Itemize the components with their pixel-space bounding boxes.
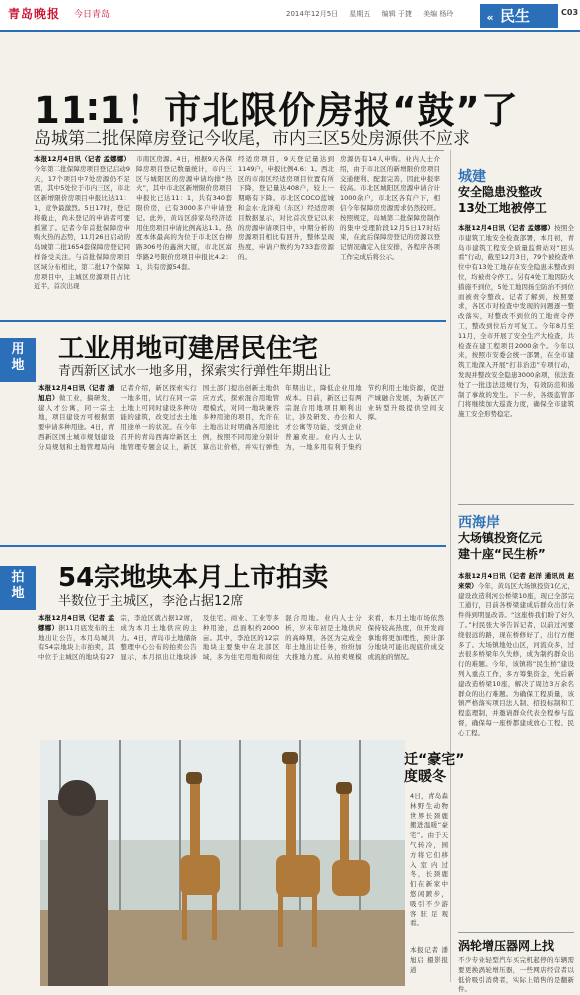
sidebar-rule-1	[458, 504, 574, 505]
sidebar-divider	[450, 150, 451, 982]
designer-credit: 美编 杨玲	[423, 10, 454, 18]
lead-body-1: 今年第二批保障房项目登记启动9天，17个项目中7处房源仍不足需，其中5处位于市内三区，市北区新增限价房项目申报比达11：1，竞争最激烈。5日17时，登记将截止，尚未登记的申请者可要抓紧了。记者今年首批保障房申购火热的态势，11月26日启动的岛城第二批1654套保障房登记同样备受关注。与首批保障房项目区域分布相比，第二批17个保障房项目中，主城区房源项目占比近半，首次出现	[34, 164, 130, 291]
story2-section-tab	[0, 338, 36, 382]
double-chevron-icon: «	[486, 11, 494, 24]
sidebar-headline-safety: 安全隐患没整改 13处工地被停工	[458, 185, 547, 215]
sidebar-text-bridges: 今年，黄岛区大场镇投资1亿元，建设改造利河公桥梁10座，现已全部完工通行，目前各桥梁建成后群众出行条件得到明显改善。“这座桥我们盼了好久了。”村民张大爷告诉记者，以前过河要绕很远的路，现在桥修好了，出行方便多了。大场镇地处山区，河流众多，过去很多桥梁年久失修，成为制约群众出行的难题。今年，该镇将“民生桥”建设列入重点工作，多方筹集资金，先后新建改造桥梁10座，解决了周边3万余名群众的出行难题。为确保工程质量，该镇严格落实项目法人制、招投标制和工程监理制，并邀请群众代表全程参与监督，确保每一座桥都建成放心工程、民心工程。	[458, 581, 575, 737]
sidebar-dateline-safety: 本报12月4日讯（记者 孟娜娜）	[458, 224, 555, 232]
story3-top-rule	[0, 545, 446, 547]
issue-date: 2014年12月5日	[286, 10, 339, 18]
story3-body	[38, 614, 444, 734]
sidebar-body-safety	[458, 224, 574, 498]
sidebar-headline-bridges: 大场镇投资亿元 建十座“民生桥”	[458, 531, 546, 561]
story3-text: 据11月底发布的土地出让公告，本月岛城共有54宗地块上市拍卖，其中位于主城区的地块有27宗，李沧区就占据12席，成为本月土地供应的主力。4日，青岛市土地储备整理中心公布的拍卖公告显示，本月拟出让地块涉及住宅、商业、工业等多种用途，总面积约2000亩。其中，李沧区的12宗地块主要集中在北部区域，多为住宅用地和商住混合用地。业内人士分析，岁末年初是土地供应的高峰期，各区为完成全年土地出让任务，纷纷加大推地力度。从拍卖规模来看，本月土地市场依然保持较高热度，但开发商拿地将更加理性，预计部分地块可能出现底价成交或流拍的情况。	[38, 614, 444, 662]
lead-dateline: 本报12月4日讯（记者 孟娜娜）	[34, 155, 130, 163]
page-number: C03	[561, 8, 579, 17]
sidebar-body-turbo: 不少专业轻型汽车买完机起停的车辆需要更换涡轮增压器，一些网店经营者以低价吸引消费者，实际上销售的是翻新件。	[458, 956, 574, 994]
editor-credit: 编辑 于捷	[381, 10, 412, 18]
edition-label: 今日青岛	[74, 10, 111, 20]
lead-column-1	[34, 155, 130, 325]
section-name: 民生	[500, 7, 531, 25]
giraffe-photo	[40, 740, 405, 986]
sidebar-text-safety: 按照全市建筑工地安全检查部署，本月初，青岛市建筑工程安全质量监督站对“回头看”行动，截至12月3日，79个被检查单位中有13处工地存在安全隐患未整改到位，均被责令停工。另有4处工地因防火措施不到位，5处工地因扬尘防治不到位而被责令整改。记者了解到，按照要求，各区市对检查中发现的问题逐一整改落实，对整改不到位的工地责令停工，整改到位后方可复工。今年8月至11月，全市开展了安全生产大检查，共检查在建工程项目2000余个。今年以来，按照市安委会统一部署，在全市建筑工地深入开展“打非治违”专项行动，发现并整改安全隐患3000余项，依法查处了一批违法违规行为，有效防范和遏制了事故的发生。下一步，各级监管部门将继续加大巡查力度，确保全市建筑施工安全形势稳定。	[458, 224, 574, 419]
photo-credit: 本报记者 潘旭启 摄影报道	[410, 946, 448, 974]
lead-column-4: 房源仍有14人申购。业内人士介绍，由于市北区的新增限价房项目交通便利、配套完善，因此申报率较高。市北区城阳区房源申请合计1000余户，市北区各有户下，相信今年保障房房源需求仍然较旺。按照规定，岛城第二批保障房制作的集中受理阶段12月5日17时结束，在此后保障房登记的房源以登记情况确定入住安排，各程序各项工作完成后将公示。	[340, 155, 440, 261]
lead-headline: 11∶1！市北限价房报“鼓”了	[34, 89, 519, 132]
story3-dateline: 本报12月4日讯（记者 孟娜娜）	[38, 614, 115, 632]
story3-section-tab	[0, 566, 36, 610]
header-meta	[286, 9, 462, 19]
sidebar-dateline-bridges: 本报12月4日讯（记者 赵洋 通讯员 赵来荣）	[458, 572, 574, 590]
lead-column-3: 经适房项目，9天登记量达到1149户，申报比例4.6：1。西北区的市南区经适房项目位置有所下降，登记量达408户，较上一期略有下降。市北区COCO蓝城和金水·龙泽苑（东区）经适房项目数据显示，对比首次登记以来的房源申请项目中，中期分析的房源项目相比有回升，整体呈现热度，申请户数约为733套房源的。	[238, 155, 335, 261]
story2-subhead: 青西新区试水一地多用，探索实行弹性年期出让	[58, 364, 332, 379]
giraffe-illustration	[40, 740, 405, 986]
lead-column-2: 市南区房源。4日，根据9天各保障房项目登记数量统计，市内三区与城阳区的房源申请均排“热火”，其中市北区新增限价房项目申报比已达11：1，共有340套限价房，已有3000多户申请登记。此外，黄岛区薛家岛经济适用住房项目申请比例高达1.1。热度本体最高的为位于市北区台柳路306号的鑫洲大厦，市北区富华路2号限价房项目申报比4.2：1，共有房源54套。	[136, 155, 232, 271]
sidebar-rule-2	[458, 932, 574, 933]
story3-tab-label: 拍地	[11, 570, 25, 601]
story2-top-rule	[0, 320, 446, 322]
story2-text: 做工业，搞研发，建人才公寓，同一宗土地，项目建设方可根据需要申请多种用途。4日，青西新区国土城市规划建设分局规划和土地管理局向记者介绍，新区探索实行一地多用，试行在同一宗土地上可同时建设多种功能的建筑，改变过去土地用途单一的状况。在今年召开的青岛西海岸新区土地管理专题会议上，新区国土部门提出创新土地供应方式，探索混合用地管理模式，对同一地块兼容多种用途的项目，允许在土地出让时明确各用途比例，按照不同用途分别计算出让价格，并实行弹性年期出让，降低企业用地成本。目前，新区已有两宗混合用地项目顺利出让，涉及研发、办公和人才公寓等功能，受到企业普遍欢迎。业内人士认为，一地多用有利于集约节约利用土地资源，促进产城融合发展，为新区产业转型升级提供空间支撑。	[38, 384, 444, 451]
story2-dateline: 本报12月4日讯（记者 潘旭启）	[38, 384, 115, 402]
sidebar-body-bridges	[458, 572, 574, 942]
lead-divider	[34, 150, 444, 151]
sidebar-kicker-westcoast: 西海岸	[458, 515, 500, 531]
newspaper-logo: 青岛晚报	[8, 7, 61, 21]
story3-subhead: 半数位于主城区，李沧占据12席	[58, 594, 244, 609]
story2-tab-label: 用地	[11, 342, 25, 373]
sidebar-kicker-urban: 城建	[458, 169, 486, 185]
photo-headline: 迁“豪宅” 度暖冬	[404, 752, 465, 785]
lead-subhead: 岛城第二批保障房登记今收尾，市内三区5处房源供不应求	[34, 129, 470, 149]
section-tab	[480, 4, 558, 28]
issue-weekday: 星期五	[349, 10, 371, 18]
photo-caption: 4日，青岛森林野生动物世界长颈鹿搬进温暖“豪宅”。由于天气转冷，园方将它们移入室内过冬，长颈鹿们在新家中悠闲踱步，吸引不少游客驻足观看。	[410, 792, 448, 928]
sidebar-headline-turbo: 涡轮增压器网上找	[458, 939, 555, 953]
story3-headline: 54宗地块本月上市拍卖	[58, 563, 329, 593]
story2-body	[38, 384, 444, 538]
story2-headline: 工业用地可建居民住宅	[58, 334, 319, 364]
